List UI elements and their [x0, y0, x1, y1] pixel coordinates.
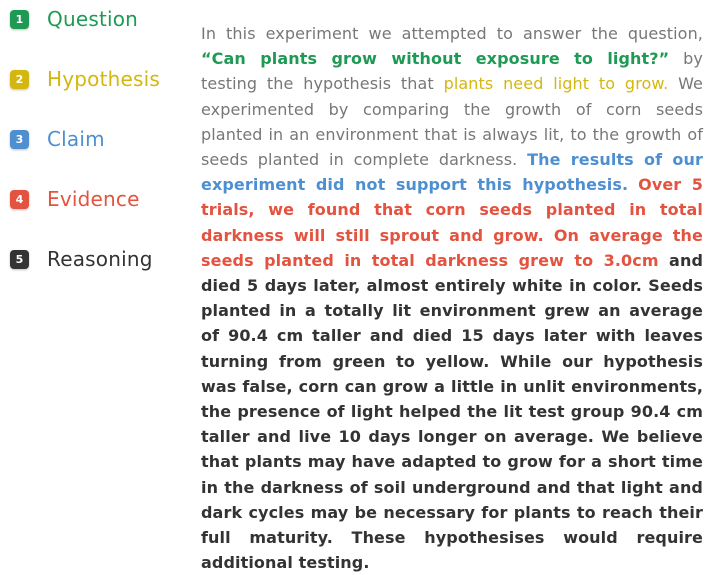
legend-item-claim [10, 122, 105, 156]
experiment-paragraph [201, 21, 703, 575]
paragraph-space [628, 175, 638, 194]
legend-item-question [10, 2, 138, 36]
badge-5: 5 [10, 250, 29, 269]
legend-item-evidence [10, 182, 140, 216]
legend-label-reasoning: Reasoning [47, 247, 153, 271]
paragraph-method: We experimented by comparing the growth of corn seeds planted in an environment that is always lit, to the growth of seeds planted in complete darkness. [201, 74, 703, 170]
hypothesis-text: plants need light to grow. [443, 74, 669, 94]
paragraph-intro: In this experiment we attempted to answer the question, [201, 24, 703, 43]
reasoning-text: and died 5 days later, almost entirely white in color. Seeds planted in a totally lit environment grew an average of 90.4 cm taller and died 15 days later with leaves turning from green to yellow. While our hypothesis was false, corn can grow a little in unlit environments, the presence of light helped the lit test group 90.4 cm taller and live 10 days longer on average. We believe that plants may have adapted to grow for a short time in the darkness of soil underground and that light and dark cycles may be necessary for plants to reach their full maturity. These hypothesises would require additional testing. [201, 250, 703, 573]
legend-label-evidence: Evidence [47, 187, 140, 211]
claim-text: The results of our experiment did not support this hypothesis. [201, 150, 703, 195]
badge-3: 3 [10, 130, 29, 149]
legend-label-question: Question [47, 7, 139, 31]
legend-item-hypothesis [10, 62, 160, 96]
question-text: “Can plants grow without exposure to light?” [201, 49, 670, 69]
badge-1: 1 [10, 10, 29, 29]
legend-item-reasoning [10, 242, 153, 276]
legend-label-claim: Claim [47, 127, 105, 151]
badge-2: 2 [10, 70, 29, 89]
evidence-text: Over 5 trials, we found that corn seeds planted in total darkness will still sprout and grow. On average the seeds planted in total darkness grew to 3.0cm [201, 175, 703, 270]
legend-label-hypothesis: Hypothesis [47, 67, 161, 91]
paragraph-by-testing: by testing the hypothesis that [201, 49, 703, 94]
badge-4: 4 [10, 190, 29, 209]
